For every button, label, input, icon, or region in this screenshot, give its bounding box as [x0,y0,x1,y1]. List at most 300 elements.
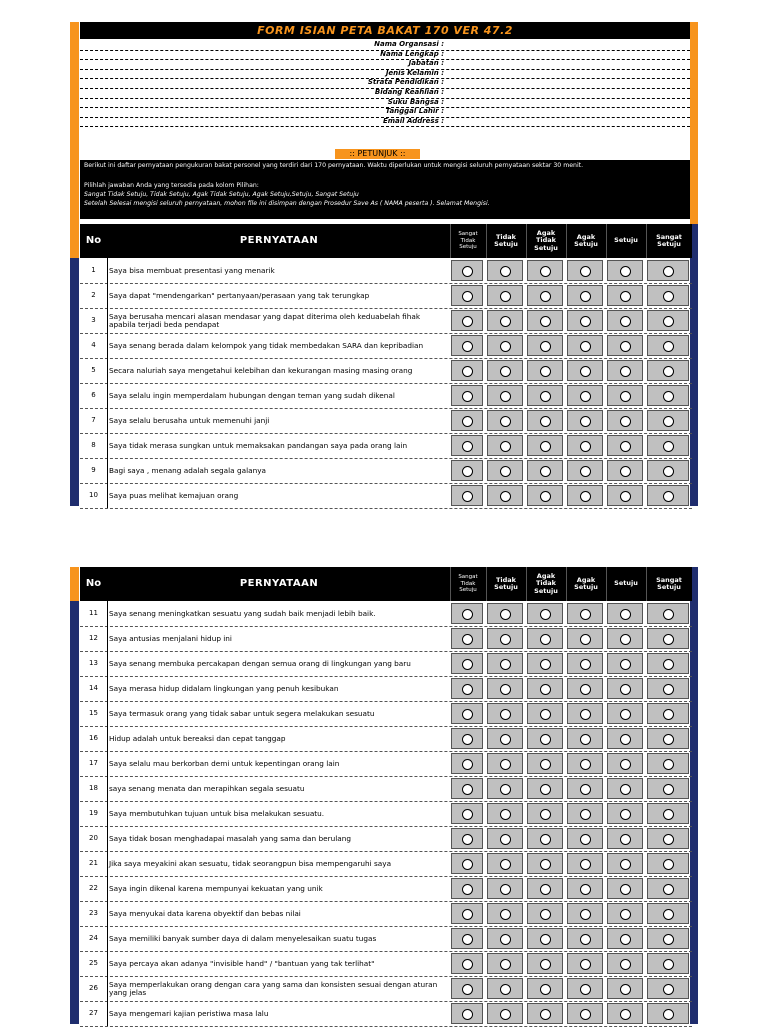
option-cell [487,678,523,699]
radio-button[interactable] [620,341,631,352]
header-pernyataan: PERNYATAAN [239,578,319,589]
radio-button[interactable] [540,634,551,645]
radio-button[interactable] [540,784,551,795]
radio-button[interactable] [462,466,473,477]
radio-button[interactable] [620,266,631,277]
radio-button[interactable] [663,984,674,995]
option-cell [527,385,563,406]
row-number: 23 [80,901,108,926]
statement-text: Saya selalu ingin memperdalam hubungan dengan teman yang sudah dikenal [109,390,395,400]
option-cell [527,460,563,481]
statement-text: Saya ingin dikenal karena mempunyai kekuatan yang unik [109,883,323,893]
radio-button[interactable] [540,291,551,302]
option-cell [647,335,689,356]
row-number: 5 [80,358,108,383]
radio-button[interactable] [540,466,551,477]
radio-button[interactable] [580,959,591,970]
radio-button[interactable] [580,1009,591,1020]
radio-button[interactable] [540,266,551,277]
radio-button[interactable] [540,441,551,452]
header-option: Sangat Tidak Setuju [450,224,485,258]
radio-button[interactable] [500,266,511,277]
radio-button[interactable] [462,341,473,352]
option-cell [567,728,603,749]
radio-button[interactable] [462,834,473,845]
row-number: 21 [80,851,108,876]
radio-button[interactable] [500,809,511,820]
radio-button[interactable] [580,441,591,452]
radio-button[interactable] [500,909,511,920]
statement-text: Saya membutuhkan tujuan untuk bisa melakukan sesuatu. [109,808,325,818]
radio-button[interactable] [500,734,511,745]
radio-button[interactable] [620,491,631,502]
field-label: Jenis Kelamin : [385,68,444,77]
radio-button[interactable] [500,859,511,870]
statement-text: Saya merasa hidup didalam lingkungan yang penuh kesibukan [109,683,339,693]
option-cell [487,778,523,799]
statement-text: Saya termasuk orang yang tidak sabar untuk segera melakukan sesuatu [109,708,375,718]
option-cell [487,360,523,381]
option-cell [527,853,563,874]
row-number: 27 [80,1001,108,1026]
radio-button[interactable] [620,884,631,895]
radio-button[interactable] [620,291,631,302]
radio-button[interactable] [540,609,551,620]
radio-button[interactable] [663,784,674,795]
radio-button[interactable] [620,734,631,745]
row-number: 26 [80,976,108,1001]
radio-button[interactable] [663,859,674,870]
radio-button[interactable] [500,291,511,302]
row-number: 18 [80,776,108,801]
row-number: 9 [80,458,108,483]
form-field-row[interactable] [80,118,690,128]
option-cell [567,878,603,899]
radio-button[interactable] [500,491,511,502]
radio-button[interactable] [663,491,674,502]
radio-button[interactable] [580,759,591,770]
option-cell [451,260,483,281]
radio-button[interactable] [663,609,674,620]
radio-button[interactable] [580,784,591,795]
table-row [80,358,692,384]
option-cell [487,728,523,749]
radio-button[interactable] [580,341,591,352]
field-label: Strata Pendidikan : [367,78,444,87]
header-option: Agak Setuju [566,567,605,601]
radio-button[interactable] [580,391,591,402]
statement-table-2 [80,567,692,1026]
radio-button[interactable] [663,809,674,820]
radio-button[interactable] [580,859,591,870]
radio-button[interactable] [663,416,674,427]
radio-button[interactable] [663,834,674,845]
radio-button[interactable] [500,759,511,770]
table-row [80,601,692,627]
radio-button[interactable] [663,934,674,945]
radio-button[interactable] [462,984,473,995]
table-header [80,224,692,258]
radio-button[interactable] [462,441,473,452]
option-cell [487,828,523,849]
radio-button[interactable] [462,416,473,427]
radio-button[interactable] [462,391,473,402]
radio-button[interactable] [620,634,631,645]
radio-button[interactable] [663,316,674,327]
radio-button[interactable] [663,366,674,377]
radio-button[interactable] [620,759,631,770]
option-cell [487,285,523,306]
radio-button[interactable] [580,734,591,745]
radio-button[interactable] [500,416,511,427]
radio-button[interactable] [663,341,674,352]
option-cell [567,435,603,456]
row-number: 19 [80,801,108,826]
row-number: 20 [80,826,108,851]
radio-button[interactable] [620,316,631,327]
option-cell [647,878,689,899]
option-cell [607,385,643,406]
radio-button[interactable] [500,391,511,402]
option-cell [607,285,643,306]
table-row [80,651,692,677]
table-row [80,776,692,802]
radio-button[interactable] [663,734,674,745]
option-cell [647,928,689,949]
radio-button[interactable] [620,784,631,795]
statement-text: Saya memiliki banyak sumber daya di dalam menyelesaikan suatu tugas [109,933,377,943]
option-cell [527,360,563,381]
radio-button[interactable] [500,709,511,720]
frame-left-orange-top [70,22,79,224]
option-cell [487,853,523,874]
radio-button[interactable] [580,634,591,645]
radio-button[interactable] [620,659,631,670]
radio-button[interactable] [580,884,591,895]
statement-text: Saya senang membuka percakapan dengan semua orang di lingkungan yang baru [109,658,411,668]
option-cell [567,628,603,649]
option-cell [607,310,643,331]
option-cell [647,628,689,649]
statement-text: Jika saya meyakini akan sesuatu, tidak seorangpun bisa mempengaruhi saya [109,858,392,868]
option-cell [451,853,483,874]
radio-button[interactable] [540,734,551,745]
radio-button[interactable] [580,909,591,920]
radio-button[interactable] [620,934,631,945]
option-cell [607,853,643,874]
radio-button[interactable] [540,984,551,995]
radio-button[interactable] [462,684,473,695]
option-cell [451,435,483,456]
radio-button[interactable] [500,959,511,970]
radio-button[interactable] [580,684,591,695]
radio-button[interactable] [580,416,591,427]
option-cell [647,853,689,874]
radio-button[interactable] [620,959,631,970]
form-field-row[interactable] [80,51,690,61]
option-cell [451,335,483,356]
radio-button[interactable] [580,366,591,377]
radio-button[interactable] [580,491,591,502]
radio-button[interactable] [540,366,551,377]
header-option: Sangat Setuju [646,567,691,601]
radio-button[interactable] [620,909,631,920]
row-number: 16 [80,726,108,751]
radio-button[interactable] [540,684,551,695]
radio-button[interactable] [462,759,473,770]
option-cell [451,828,483,849]
radio-button[interactable] [620,391,631,402]
statement-text: Saya senang meningkatkan sesuatu yang sudah baik menjadi lebih baik. [109,608,376,618]
option-cell [527,878,563,899]
table-row [80,726,692,752]
radio-button[interactable] [620,441,631,452]
option-cell [527,678,563,699]
radio-button[interactable] [663,959,674,970]
statement-text: Saya memperlakukan orang dengan cara yang sama dan konsisten sesuai dengan aturan yang jelas [109,979,438,997]
radio-button[interactable] [540,909,551,920]
radio-button[interactable] [663,441,674,452]
table-row [80,383,692,409]
statement-text: saya senang menata dan merapihkan segala sesuatu [109,783,305,793]
option-cell [487,928,523,949]
radio-button[interactable] [580,659,591,670]
frame-left-navy-1 [70,258,79,506]
table-row [80,283,692,309]
option-cell [487,953,523,974]
option-cell [607,603,643,624]
radio-button[interactable] [663,391,674,402]
option-cell [567,803,603,824]
radio-button[interactable] [580,834,591,845]
row-number: 24 [80,926,108,951]
option-cell [607,703,643,724]
statement-text: Secara naluriah saya mengetahui kelebihan dan kekurangan masing masing orang [109,365,413,375]
radio-button[interactable] [663,884,674,895]
field-label: Tanggal Lahir : [385,107,444,116]
option-cell [647,485,689,506]
option-cell [527,285,563,306]
option-cell [607,878,643,899]
radio-button[interactable] [462,959,473,970]
table-row [80,876,692,902]
option-cell [527,435,563,456]
option-cell [451,953,483,974]
option-cell [607,978,643,999]
radio-button[interactable] [663,659,674,670]
radio-button[interactable] [580,709,591,720]
radio-button[interactable] [620,416,631,427]
option-cell [527,260,563,281]
radio-button[interactable] [500,441,511,452]
radio-button[interactable] [540,1009,551,1020]
option-cell [647,903,689,924]
radio-button[interactable] [663,684,674,695]
radio-button[interactable] [580,934,591,945]
option-cell [487,803,523,824]
radio-button[interactable] [663,759,674,770]
radio-button[interactable] [462,709,473,720]
form-field-row[interactable] [80,89,690,99]
option-cell [527,310,563,331]
option-cell [487,1003,523,1024]
radio-button[interactable] [462,809,473,820]
radio-button[interactable] [462,291,473,302]
option-cell [647,753,689,774]
radio-button[interactable] [620,684,631,695]
radio-button[interactable] [540,959,551,970]
radio-button[interactable] [500,1009,511,1020]
radio-button[interactable] [663,291,674,302]
table-row [80,951,692,977]
option-cell [487,753,523,774]
radio-button[interactable] [540,491,551,502]
radio-button[interactable] [500,316,511,327]
instructions-box [80,160,690,219]
option-cell [647,410,689,431]
radio-button[interactable] [540,341,551,352]
radio-button[interactable] [500,934,511,945]
radio-button[interactable] [620,709,631,720]
radio-button[interactable] [462,1009,473,1020]
header-option: Tidak Setuju [486,567,525,601]
option-cell [647,603,689,624]
radio-button[interactable] [462,909,473,920]
row-number: 25 [80,951,108,976]
radio-button[interactable] [500,684,511,695]
radio-button[interactable] [462,266,473,277]
option-cell [451,1003,483,1024]
option-cell [487,460,523,481]
option-cell [527,928,563,949]
option-cell [607,728,643,749]
table-row [80,408,692,434]
radio-button[interactable] [540,391,551,402]
statement-text: Saya mengemari kajian peristiwa masa lalu [109,1008,269,1018]
table-row [80,433,692,459]
header-option: Agak Tidak Setuju [526,224,565,258]
radio-button[interactable] [620,1009,631,1020]
radio-button[interactable] [500,784,511,795]
option-cell [487,410,523,431]
option-cell [567,285,603,306]
option-cell [647,653,689,674]
field-label: Suku Bangsa : [387,97,444,106]
radio-button[interactable] [620,984,631,995]
radio-button[interactable] [462,316,473,327]
radio-button[interactable] [500,366,511,377]
radio-button[interactable] [462,784,473,795]
option-cell [527,903,563,924]
frame-left-orange-1 [70,224,79,258]
radio-button[interactable] [580,609,591,620]
radio-button[interactable] [500,984,511,995]
radio-button[interactable] [500,341,511,352]
radio-button[interactable] [580,316,591,327]
radio-button[interactable] [540,316,551,327]
radio-button[interactable] [462,859,473,870]
instruction-line: Setelah Selesai mengisi seluruh pernyataan, mohon file ini disimpan dengan Prosedur Save As ( NAMA peserta ). Selamat Mengisi. [84,200,490,207]
radio-button[interactable] [620,834,631,845]
radio-button[interactable] [580,809,591,820]
option-cell [567,410,603,431]
radio-button[interactable] [462,609,473,620]
option-cell [567,778,603,799]
header-option: Tidak Setuju [486,224,525,258]
radio-button[interactable] [663,909,674,920]
radio-button[interactable] [540,834,551,845]
option-cell [567,928,603,949]
row-number: 7 [80,408,108,433]
row-number: 8 [80,433,108,458]
radio-button[interactable] [462,491,473,502]
radio-button[interactable] [540,859,551,870]
radio-button[interactable] [580,266,591,277]
header-no: No [85,235,102,246]
radio-button[interactable] [663,1009,674,1020]
radio-button[interactable] [500,609,511,620]
radio-button[interactable] [462,634,473,645]
radio-button[interactable] [663,634,674,645]
radio-button[interactable] [580,466,591,477]
row-number: 12 [80,626,108,651]
radio-button[interactable] [540,934,551,945]
radio-button[interactable] [462,934,473,945]
radio-button[interactable] [620,859,631,870]
radio-button[interactable] [540,759,551,770]
radio-button[interactable] [540,809,551,820]
radio-button[interactable] [580,291,591,302]
radio-button[interactable] [540,709,551,720]
radio-button[interactable] [462,884,473,895]
row-number: 14 [80,676,108,701]
radio-button[interactable] [500,634,511,645]
option-cell [451,878,483,899]
identity-form [80,22,690,220]
radio-button[interactable] [620,609,631,620]
radio-button[interactable] [620,809,631,820]
radio-button[interactable] [620,466,631,477]
radio-button[interactable] [540,416,551,427]
radio-button[interactable] [462,659,473,670]
option-cell [647,285,689,306]
option-cell [567,1003,603,1024]
radio-button[interactable] [580,984,591,995]
radio-button[interactable] [663,466,674,477]
radio-button[interactable] [540,884,551,895]
radio-button[interactable] [462,734,473,745]
radio-button[interactable] [500,659,511,670]
table-row [80,851,692,877]
radio-button[interactable] [540,659,551,670]
radio-button[interactable] [462,366,473,377]
radio-button[interactable] [620,366,631,377]
radio-button[interactable] [663,266,674,277]
option-cell [647,1003,689,1024]
frame-left-navy-2 [70,601,79,1024]
option-cell [527,978,563,999]
option-cell [607,828,643,849]
radio-button[interactable] [500,466,511,477]
radio-button[interactable] [500,834,511,845]
table-header [80,567,692,601]
option-cell [567,310,603,331]
radio-button[interactable] [663,709,674,720]
radio-button[interactable] [500,884,511,895]
statement-text: Saya tidak bosan menghadapai masalah yang sama dan berulang [109,833,351,843]
option-cell [527,485,563,506]
option-cell [647,703,689,724]
